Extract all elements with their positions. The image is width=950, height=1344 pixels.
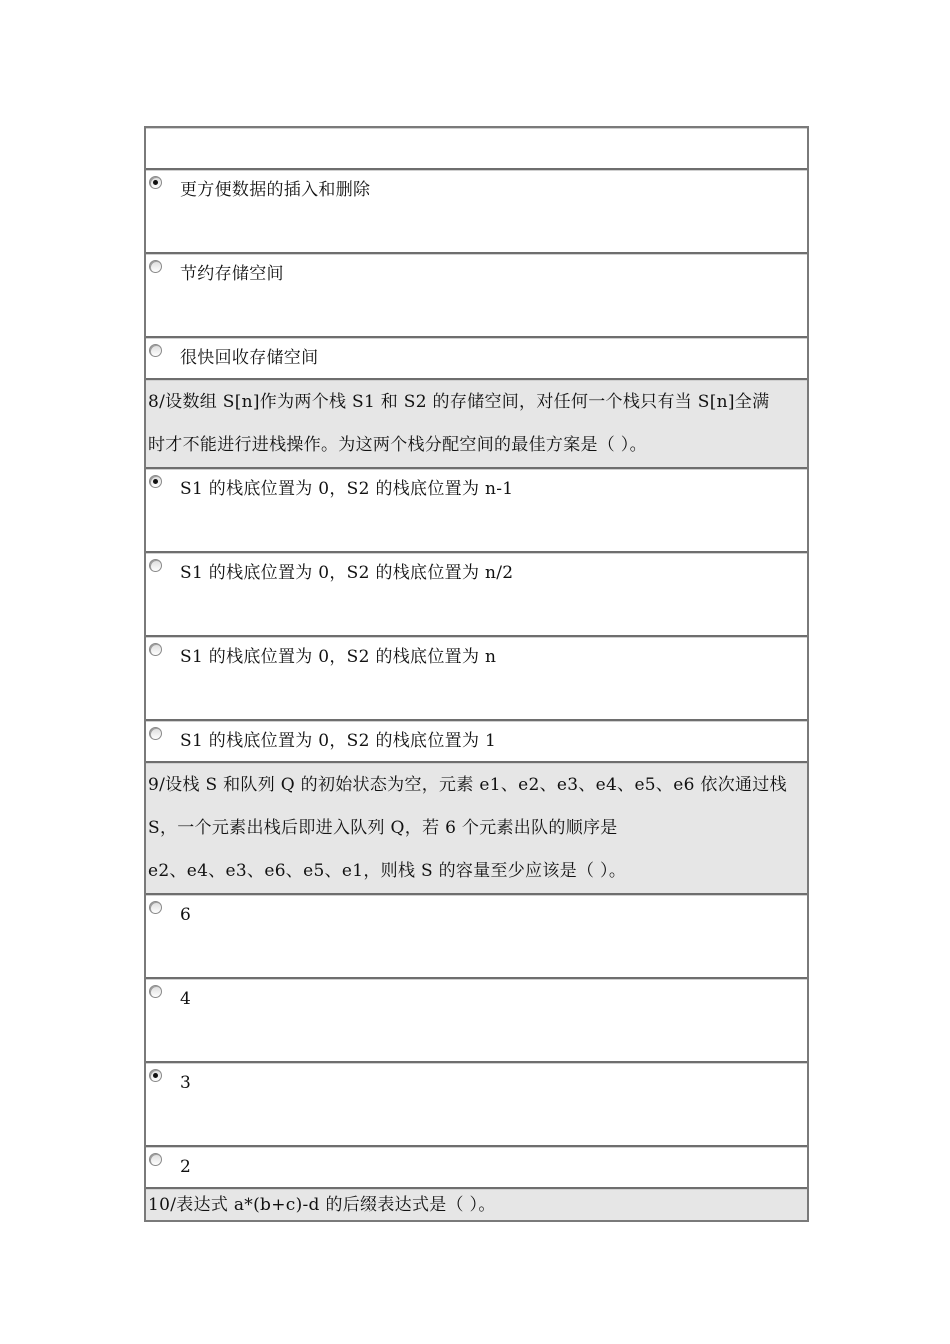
radio-unchecked-icon[interactable] — [149, 344, 162, 357]
option-row — [146, 637, 807, 721]
option-label: S1 的栈底位置为 0，S2 的栈底位置为 n — [180, 647, 497, 667]
radio-unchecked-icon[interactable] — [149, 901, 162, 914]
option-label: S1 的栈底位置为 0，S2 的栈底位置为 n-1 — [180, 479, 514, 499]
option-row — [146, 170, 807, 254]
radio-unchecked-icon[interactable] — [149, 985, 162, 998]
option-row — [146, 895, 807, 979]
option-row — [146, 338, 807, 380]
option-row — [146, 469, 807, 553]
radio-unchecked-icon[interactable] — [149, 727, 162, 740]
question-text: 10/表达式 a*(b+c)-d 的后缀表达式是（ ）。 — [148, 1195, 496, 1215]
option-label: S1 的栈底位置为 0，S2 的栈底位置为 1 — [180, 731, 497, 751]
question-text: S，一个元素出栈后即进入队列 Q，若 6 个元素出队的顺序是 — [148, 818, 618, 838]
radio-unchecked-icon[interactable] — [149, 1153, 162, 1166]
option-row — [146, 979, 807, 1063]
option-label: S1 的栈底位置为 0，S2 的栈底位置为 n/2 — [180, 563, 514, 583]
radio-unchecked-icon[interactable] — [149, 559, 162, 572]
radio-checked-icon[interactable] — [149, 475, 162, 488]
option-label: 节约存储空间 — [180, 264, 284, 284]
option-label: 2 — [180, 1157, 192, 1177]
option-label: 很快回收存储空间 — [180, 348, 319, 368]
option-row — [146, 553, 807, 637]
question-text: 9/设栈 S 和队列 Q 的初始状态为空，元素 e1、e2、e3、e4、e5、e6 依次通过栈 — [148, 775, 787, 795]
question-text: e2、e4、e3、e6、e5、e1，则栈 S 的容量至少应该是（ ）。 — [148, 861, 627, 881]
question-text: 时才不能进行进栈操作。为这两个栈分配空间的最佳方案是（ ）。 — [148, 435, 647, 455]
radio-checked-icon[interactable] — [149, 176, 162, 189]
option-label: 3 — [180, 1073, 192, 1093]
question-row — [146, 380, 807, 469]
option-row — [146, 1063, 807, 1147]
quiz-table — [144, 126, 809, 1222]
option-label: 更方便数据的插入和删除 — [180, 180, 371, 200]
option-row — [146, 254, 807, 338]
question-row — [146, 1189, 807, 1220]
radio-unchecked-icon[interactable] — [149, 643, 162, 656]
radio-checked-icon[interactable] — [149, 1069, 162, 1082]
blank-row — [146, 128, 807, 170]
question-text: 8/设数组 S[n]作为两个栈 S1 和 S2 的存储空间，对任何一个栈只有当 S[n]全满 — [148, 392, 770, 412]
radio-unchecked-icon[interactable] — [149, 260, 162, 273]
option-label: 6 — [180, 905, 192, 925]
option-label: 4 — [180, 989, 192, 1009]
option-row — [146, 721, 807, 763]
option-row — [146, 1147, 807, 1189]
question-row — [146, 763, 807, 895]
